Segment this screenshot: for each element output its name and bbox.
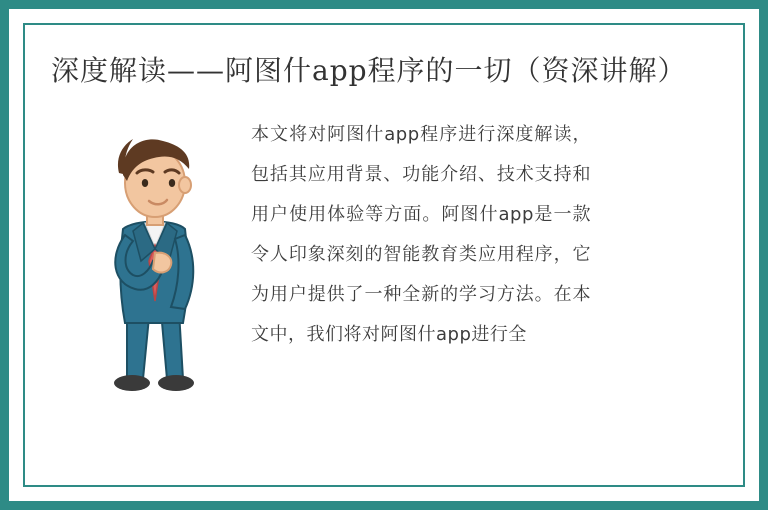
- page-title: 深度解读——阿图什app程序的一切（资深讲解）: [51, 54, 687, 87]
- article-content: [23, 23, 745, 487]
- article-body: [51, 111, 717, 411]
- thinking-businessman-illustration: [75, 111, 235, 411]
- article-paragraph: 本文将对阿图什app程序进行深度解读，包括其应用背景、功能介绍、技术支持和用户使用体验等方面。阿图什app是一款令人印象深刻的智能教育类应用程序，它为用户提供了一种全新的学习方法。在本文中，我们将对阿图什app进行全: [251, 124, 591, 345]
